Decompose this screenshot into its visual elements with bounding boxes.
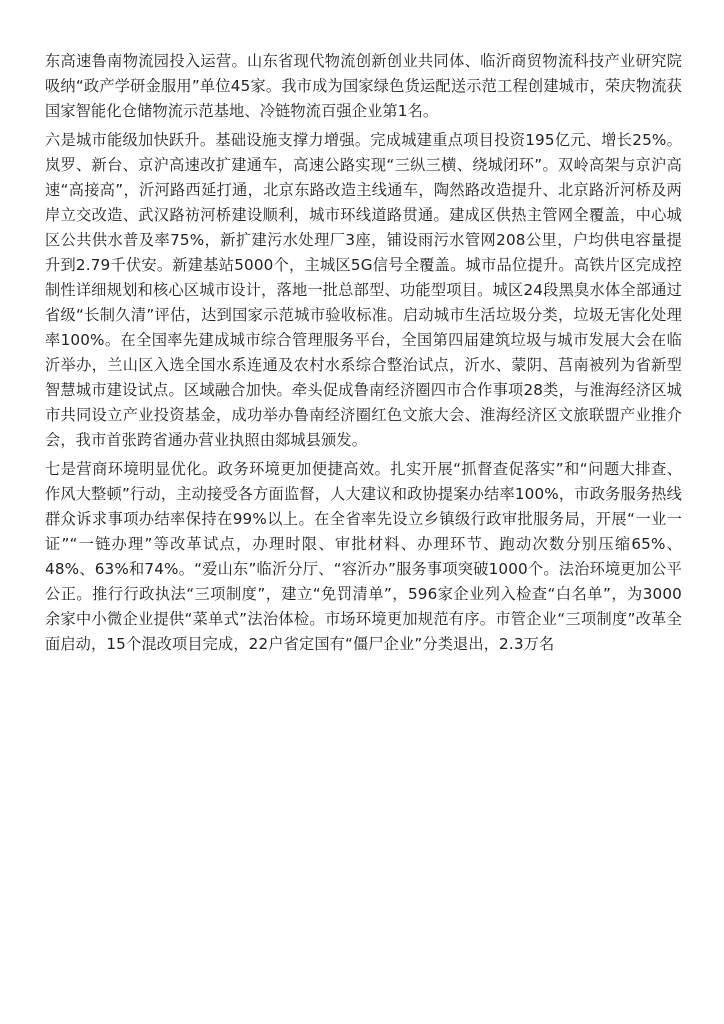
paragraph-logistics: 东高速鲁南物流园投入运营。山东省现代物流创新创业共同体、临沂商贸物流科技产业研究院吸纳“政产学研金服用”单位45家。我市成为国家绿色货运配送示范工程创建城市，荣庆物流获国家智能化仓储物流示范基地、冷链物流百强企业第1名。	[45, 52, 682, 120]
paragraph-city-upgrade: 六是城市能级加快跃升。基础设施支撑力增强。完成城建重点项目投资195亿元、增长25%。岚罗、新台、京沪高速改扩建通车，高速公路实现“三纵三横、绕城闭环”。双岭高架与京沪高速“高接高”，沂河路西延打通，北京东路改造主线通车，陶然路改造提升、北京路沂河桥及两岸立交改造、武汉路祊河桥建设顺利，城市环线道路贯通。建成区供热主管网全覆盖，中心城区公共供水普及率75%，新扩建污水处理厂3座，铺设雨污水管网208公里，户均供电容量提升到2.79千伏安。新建基站5000个，主城区5G信号全覆盖。城市品位提升。高铁片区完成控制性详细规划和核心区城市设计，落地一批总部型、功能型项目。城区24段黑臭水体全部通过省级“长制久清”评估，达到国家示范城市验收标准。启动城市生活垃圾分类，垃圾无害化处理率100%。在全国率先建成城市综合管理服务平台，全国第四届建筑垃圾与城市发展大会在临沂举办，兰山区入选全国水系连通及农村水系综合整治试点，沂水、蒙阴、莒南被列为省新型智慧城市建设试点。区域融合加快。牵头促成鲁南经济圈四市合作事项28类，与淮海经济区城市共同设立产业投资基金，成功举办鲁南经济圈红色文旅大会、淮海经济区文旅联盟产业推介会，我市首张跨省通办营业执照由郯城县颁发。	[45, 131, 682, 449]
paragraph-business-environment: 七是营商环境明显优化。政务环境更加便捷高效。扎实开展“抓督查促落实”和“问题大排查、作风大整顿”行动，主动接受各方面监督，人大建议和政协提案办结率100%，市政务服务热线群众诉求事项办结率保持在99%以上。在全省率先设立乡镇级行政审批服务局，开展“一业一证”“一链办理”等改革试点，办理时限、审批材料、办理环节、跑动次数分别压缩65%、48%、63%和74%。“爱山东”临沂分厅、“容沂办”服务事项突破1000个。法治环境更加公平公正。推行行政执法“三项制度”，建立“免罚清单”，596家企业列入检查“白名单”，为3000余家中小微企业提供“菜单式”法治体检。市场环境更加规范有序。市管企业“三项制度”改革全面启动，15个混改项目完成，22户省定国有“僵尸企业”分类退出，2.3万名	[45, 460, 682, 653]
